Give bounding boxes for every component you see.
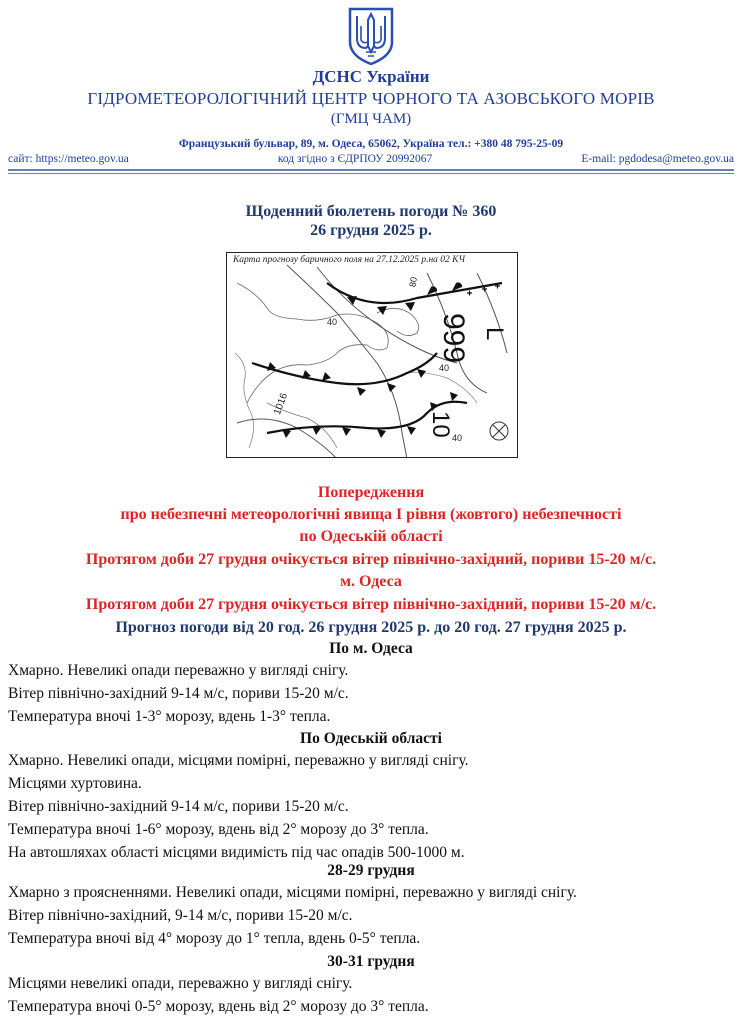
section-line: Температура вночі 1-6° морозу, вдень від 2° морозу до 3° тепла. bbox=[8, 821, 429, 838]
map-label-999: 999 bbox=[437, 313, 470, 364]
header-divider bbox=[8, 169, 734, 171]
warning-city-text: Протягом доби 27 грудня очікується вітер північно-західний, пориви 15-20 м/с. bbox=[85, 596, 657, 613]
warning-subtitle: про небезпечні метеорологічні явища І рівня (жовтого) небезпечності bbox=[120, 506, 622, 523]
bulletin-title: Щоденний бюлетень погоди № 360 bbox=[245, 203, 497, 220]
map-label-40c: 40 bbox=[452, 433, 463, 443]
section-title-odesa: По м. Одеса bbox=[329, 640, 413, 657]
map-label-1016: 1016 bbox=[272, 391, 291, 417]
bulletin-date: 26 грудня 2025 р. bbox=[310, 222, 432, 239]
section-line: Хмарно. Невеликі опади, місцями помірні, переважно у вигляді снігу. bbox=[8, 752, 469, 769]
section-line: Температура вночі 1-3° морозу, вдень 1-3° тепла. bbox=[8, 708, 331, 725]
warning-title: Попередження bbox=[317, 484, 425, 501]
map-caption: Карта прогнозу баричного поля на 27.12.2025 р.на 02 КЧ bbox=[233, 255, 466, 265]
center-name: ГІДРОМЕТЕОРОЛОГІЧНИЙ ЦЕНТР ЧОРНОГО ТА АЗОВСЬКОГО МОРІВ bbox=[87, 89, 655, 108]
section-line: Вітер північно-західний 9-14 м/с, пориви 15-20 м/с. bbox=[8, 685, 349, 702]
section-line: Хмарно. Невеликі опади переважно у вигляді снігу. bbox=[8, 662, 349, 679]
header-divider-thin bbox=[8, 173, 734, 174]
site-link[interactable]: сайт: https://meteo.gov.ua bbox=[8, 153, 129, 165]
section-line: Місцями хуртовина. bbox=[8, 775, 142, 792]
warning-city: м. Одеса bbox=[340, 573, 402, 590]
section-title-region: По Одеській області bbox=[300, 730, 442, 747]
map-label-10: 10 bbox=[427, 411, 454, 438]
map-label-40a: 40 bbox=[327, 317, 338, 327]
address: Французький бульвар, 89, м. Одеса, 65062, Україна тел.: +380 48 795-25-09 bbox=[178, 138, 564, 150]
org-name: ДСНС України bbox=[312, 67, 430, 86]
center-abbr: (ГМЦ ЧАМ) bbox=[330, 111, 412, 127]
map-drawing bbox=[227, 253, 518, 458]
edrpou-code: код згідно з ЄДРПОУ 20992067 bbox=[277, 153, 433, 165]
section-line: Місцями невеликі опади, переважно у вигляді снігу. bbox=[8, 975, 353, 992]
section-title-30-31: 30-31 грудня bbox=[327, 953, 415, 970]
section-line: Хмарно з проясненнями. Невеликі опади, місцями помірні, переважно у вигляді снігу. bbox=[8, 884, 577, 901]
email-link[interactable]: E-mail: pgdodesa@meteo.gov.ua bbox=[581, 153, 734, 165]
section-title-28-29: 28-29 грудня bbox=[327, 862, 415, 879]
section-line: Температура вночі від 4° морозу до 1° тепла, вдень 0-5° тепла. bbox=[8, 930, 421, 947]
section-line: Вітер північно-західний, 9-14 м/с, пориви 15-20 м/с. bbox=[8, 907, 353, 924]
map-label-80: 80 bbox=[407, 276, 419, 288]
section-line: Температура вночі 0-5° морозу, вдень від 2° морозу до 3° тепла. bbox=[8, 998, 429, 1015]
map-label-l: L bbox=[481, 327, 508, 341]
contacts-row bbox=[8, 153, 734, 165]
warning-region-text: Протягом доби 27 грудня очікується вітер північно-західний, пориви 15-20 м/с. bbox=[85, 551, 657, 568]
barometric-map bbox=[226, 252, 518, 458]
section-line: На автошляхах області місцями видимість під час опадів 500-1000 м. bbox=[8, 844, 465, 861]
trident-emblem-icon bbox=[346, 6, 396, 66]
forecast-period: Прогноз погоди від 20 год. 26 грудня 2025 р. до 20 год. 27 грудня 2025 р. bbox=[115, 619, 627, 636]
warning-region: по Одеській області bbox=[299, 528, 443, 545]
section-line: Вітер північно-західний 9-14 м/с, пориви 15-20 м/с. bbox=[8, 798, 349, 815]
map-label-40b: 40 bbox=[439, 363, 450, 373]
